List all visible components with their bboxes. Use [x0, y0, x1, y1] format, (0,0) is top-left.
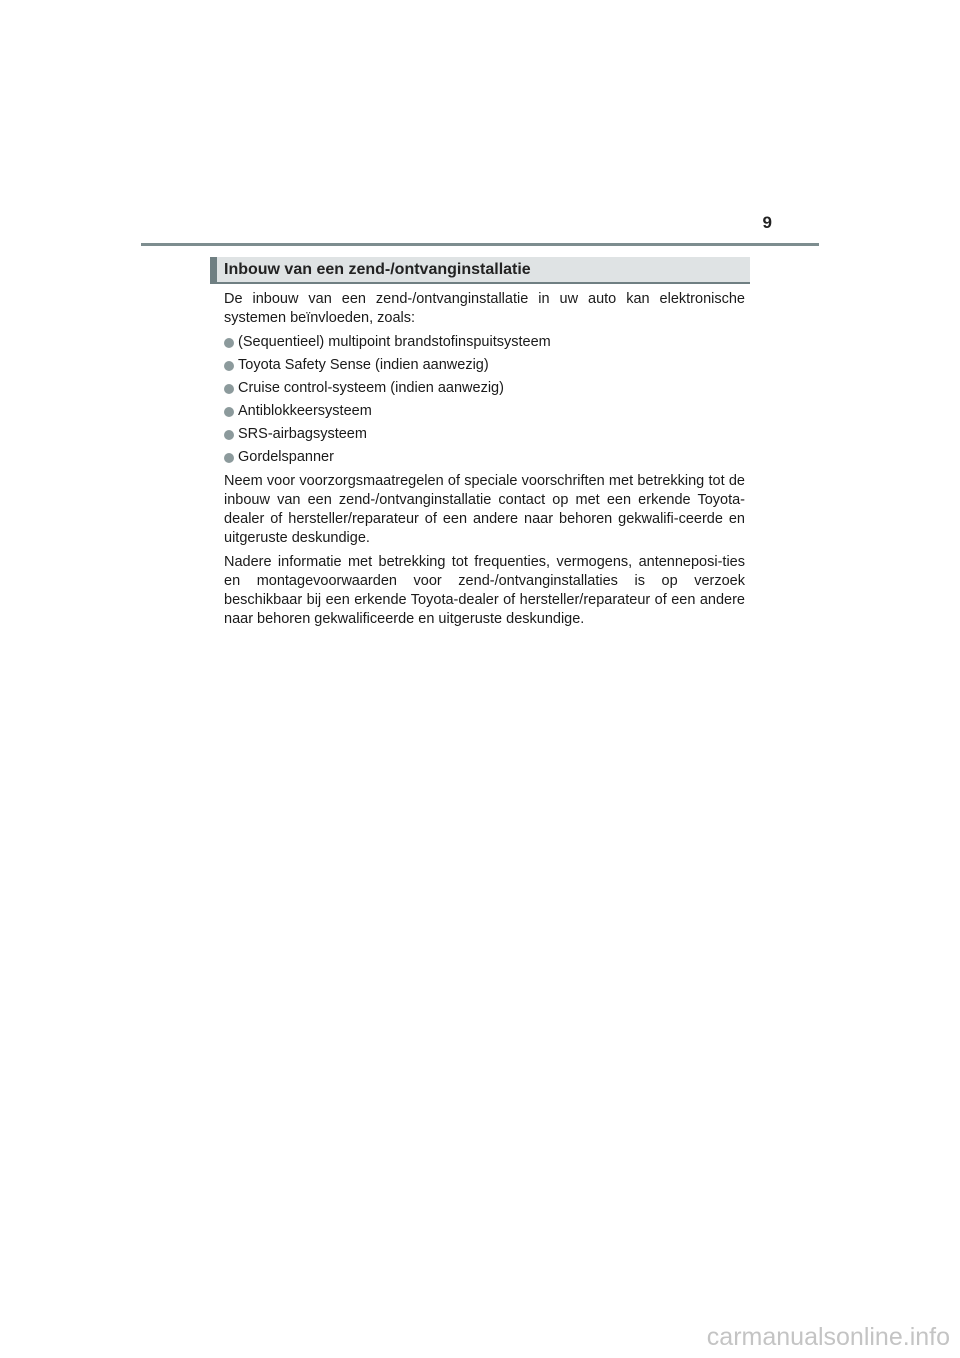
list-item-text: (Sequentieel) multipoint brandstofinspuitsysteem [238, 334, 551, 350]
list-item [224, 402, 745, 421]
list-item [224, 356, 745, 375]
section-body [224, 290, 745, 634]
bullet-icon [224, 338, 234, 348]
watermark: carmanualsonline.info [706, 1323, 950, 1351]
bullet-icon [224, 361, 234, 371]
bullet-icon [224, 430, 234, 440]
page-number: 9 [762, 213, 772, 232]
list-item-text: Gordelspanner [238, 449, 334, 465]
list-item [224, 448, 745, 467]
details-paragraph: Nadere informatie met betrekking tot frequenties, vermogens, antenneposi-ties en montagevoorwaarden voor zend-/ontvanginstallaties is op verzoek beschikbaar bij een erkende Toyota-dealer of hersteller/reparateur of een andere naar behoren gekwalificeerde en uitgeruste deskundige. [224, 554, 745, 627]
intro-paragraph: De inbouw van een zend-/ontvanginstallatie in uw auto kan elektronische systemen beïnvloeden, zoals: [224, 291, 745, 326]
systems-list [224, 333, 745, 467]
list-item-text: Cruise control-systeem (indien aanwezig) [238, 380, 504, 396]
precautions-paragraph: Neem voor voorzorgsmaatregelen of speciale voorschriften met betrekking tot de inbouw van een zend-/ontvanginstallatie contact op met een erkende Toyota-dealer of hersteller/reparateur of een andere naar behoren gekwalifi-ceerde en uitgeruste deskundige. [224, 473, 745, 546]
bullet-icon [224, 453, 234, 463]
section-header [210, 257, 750, 284]
list-item-text: SRS-airbagsysteem [238, 426, 367, 442]
list-item [224, 425, 745, 444]
list-item [224, 379, 745, 398]
list-item-text: Toyota Safety Sense (indien aanwezig) [238, 357, 489, 373]
bullet-icon [224, 384, 234, 394]
list-item-text: Antiblokkeersysteem [238, 403, 372, 419]
top-rule-divider [141, 243, 819, 246]
bullet-icon [224, 407, 234, 417]
section-title: Inbouw van een zend-/ontvanginstallatie [224, 261, 531, 278]
list-item [224, 333, 745, 352]
